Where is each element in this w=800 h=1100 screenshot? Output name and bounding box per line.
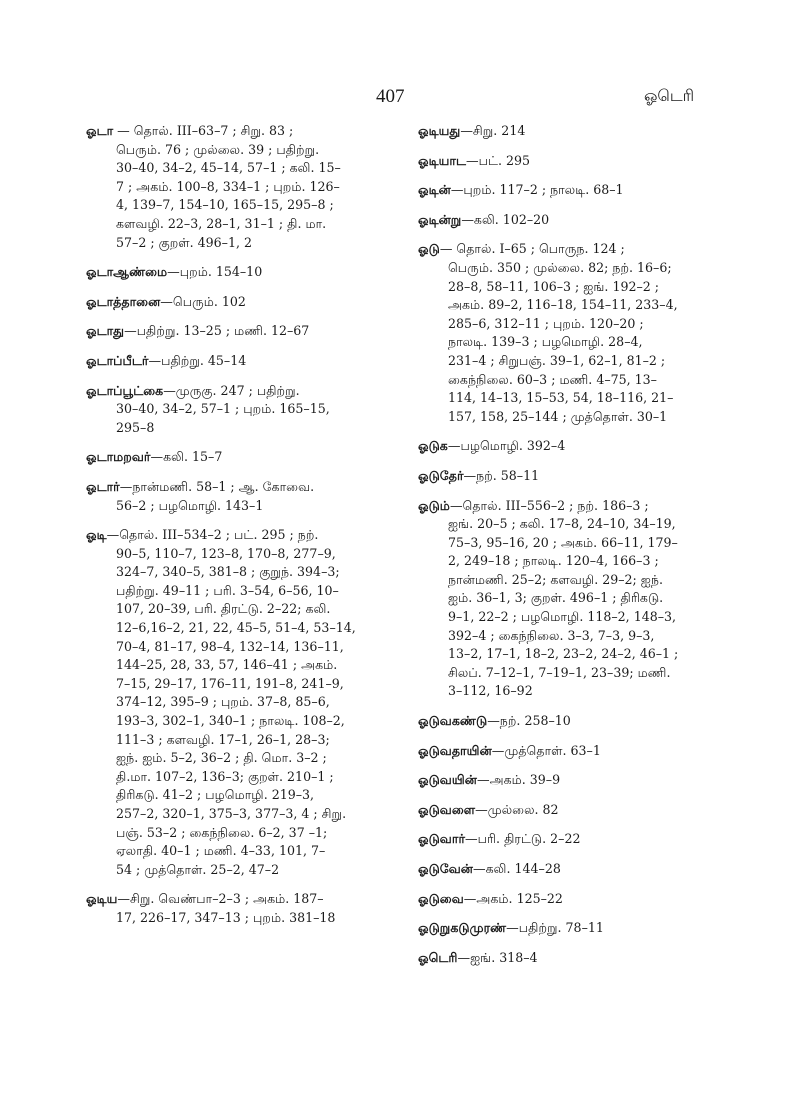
index-entry — [86, 352, 394, 371]
entry-headword: ஓடாஆண்மை — [86, 264, 168, 280]
index-entry — [86, 478, 394, 515]
entry-references: —சிறு. 214 — [460, 123, 526, 138]
index-entry — [418, 919, 714, 938]
entry-references: — தொல். I–65 ; பொருந. 124 ; பெரும். 350 ; முல்லை. 82; நற். 16–6; 28–8, 58–11, 106–3 ; ஐங். 192–2 ; அகம். 89–2, 116–18, 154–11, 233–4, 285–6, 312–11 ; புறம். 120–20 ; நாலடி. 139–3 ; பழமொழி. 28–4, 231–4 ; சிறுபஞ். 39–1, 62–1, 81–2 ; கைந்நிலை. 60–3 ; மணி. 4–75, 13– 114, 14–13, 15–53, 54, 18–116, 21– 157, 158, 25–144 ; முத்தொள். 30–1 — [439, 241, 678, 424]
index-entry — [86, 322, 394, 341]
entry-references: —பதிற்று. 13–25 ; மணி. 12–67 — [124, 323, 310, 339]
entry-references: —பெரும். 102 — [160, 293, 246, 309]
index-entry — [418, 497, 714, 702]
entry-headword: ஓடாப்பீடர் — [86, 352, 149, 368]
entry-headword: ஓடுவதாயின் — [418, 742, 492, 758]
index-entry — [418, 712, 714, 731]
entry-headword: ஓடி — [86, 527, 107, 543]
entry-references: — தொல். III–63–7 ; சிறு. 83 ; பெரும். 76 ; முல்லை. 39 ; பதிற்று. 30–40, 34–2, 45–14, 57–1 ; கலி. 15– 7 ; அகம். 100–8, 334–1 ; புறம். 126– 4, 139–7, 154–10, 165–15, 295–8 ; களவழி. 22–3, 28–1, 31–1 ; தி. மா. 57–2 ; குறள். 496–1, 2 — [116, 123, 341, 250]
entry-references: —பதிற்று. 45–14 — [148, 352, 247, 368]
entry-headword: ஓடின்று — [418, 211, 462, 227]
index-entry — [86, 263, 394, 282]
index-entry — [418, 181, 714, 200]
entry-headword: ஓடுதேர் — [418, 467, 464, 483]
entry-headword: ஓடாது — [86, 323, 125, 339]
entry-references: —சிறு. வெண்பா–2–3 ; அகம். 187– 17, 226–17, 347–13 ; புறம். 381–18 — [116, 891, 336, 925]
index-entry — [418, 890, 714, 909]
page-number: 407 — [376, 86, 405, 107]
entry-references: —பழமொழி. 392–4 — [447, 438, 566, 454]
index-entry — [418, 211, 714, 230]
entry-headword: ஓடுவளை — [418, 801, 476, 817]
entry-references: —அகம். 39–9 — [477, 772, 561, 788]
entry-references: —தொல். III–534–2 ; பட். 295 ; நற். 90–5, 110–7, 123–8, 170–8, 277–9, 324–7, 340–5, 381–8 ; குறுந். 394–3; பதிற்று. 49–11 ; பரி. 3–54, 6–56, 10– 107, 20–39, பரி. திரட்டு. 2–22; கலி. 12–6,16–2, 21, 22, 45–5, 51–4, 53–14, 70–4, 81–17, 98–4, 132–14, 136–11, 144–25, 28, 33, 57, 146–41 ; அகம். 7–15, 29–17, 176–11, 191–8, 241–9, 374–12, 395–9 ; புறம். 37–8, 85–6, 193–3, 302–1, 340–1 ; நாலடி. 108–2, 111–3 ; களவழி. 17–1, 26–1, 28–3; ஐந். ஐம். 5–2, 36–2 ; தி. மொ. 3–2 ; தி.மா. 107–2, 136–3; குறள். 210–1 ; திரிகடு. 41–2 ; பழமொழி. 219–3, 257–2, 320–1, 375–3, 377–3, 4 ; சிறு. பஞ். 53–2 ; கைந்நிலை. 6–2, 37 –1; ஏலாதி. 40–1 ; மணி. 4–33, 101, 7– 54 ; முத்தொள். 25–2, 47–2 — [106, 527, 356, 877]
index-entry — [418, 801, 714, 820]
entry-headword: ஓடுவேன் — [418, 861, 474, 876]
index-entry — [418, 122, 714, 141]
left-column — [86, 122, 394, 939]
entry-references: —ஐங். 318–4 — [457, 949, 538, 965]
entry-headword: ஓடாப்பூட்கை — [86, 382, 164, 398]
entry-references: —புறம். 154–10 — [167, 264, 263, 280]
entry-references: —நான்மணி. 58–1 ; ஆ. கோவை. 56–2 ; பழமொழி. 143–1 — [116, 478, 315, 513]
entry-headword: ஓடிய — [86, 891, 118, 907]
entry-headword: ஓடாத்தானை — [86, 293, 161, 309]
entry-references: —கலி. 15–7 — [150, 449, 223, 465]
index-entry — [418, 771, 714, 790]
entry-headword: ஓடெரி — [418, 949, 458, 965]
index-entry — [418, 437, 714, 456]
entry-headword: ஓடியது — [418, 123, 461, 138]
index-entry — [86, 890, 394, 927]
entry-references: —பட். 295 — [466, 152, 531, 168]
entry-references: —கலி. 144–28 — [473, 861, 561, 876]
running-head: ஓடெரி — [644, 86, 695, 105]
right-column — [418, 122, 714, 978]
entry-references: —புறம். 117–2 ; நாலடி. 68–1 — [450, 182, 624, 198]
entry-references: —கலி. 102–20 — [461, 211, 550, 227]
index-entry — [86, 448, 394, 467]
entry-references: —முத்தொள். 63–1 — [491, 742, 601, 758]
index-entry — [418, 240, 714, 426]
entry-headword: ஓடின் — [418, 182, 451, 198]
entry-references: —முல்லை. 82 — [475, 801, 559, 817]
entry-headword: ஓடு — [418, 241, 440, 257]
index-entry — [86, 122, 394, 252]
entry-references: —முருகு. 247 ; பதிற்று. 30–40, 34–2, 57–1 ; புறம். 165–15, 295–8 — [116, 382, 330, 435]
entry-references: —தொல். III–556–2 ; நற். 186–3 ; ஐங். 20–5 ; கலி. 17–8, 24–10, 34–19, 75–3, 95–16, 20 ; அகம். 66–11, 179– 2, 249–18 ; நாலடி. 120–4, 166–3 ; நான்மணி. 25–2; களவழி. 29–2; ஐந். ஐம். 36–1, 3; குறள். 496–1 ; திரிகடு. 9–1, 22–2 ; பழமொழி. 118–2, 148–3, 392–4 ; கைந்நிலை. 3–3, 7–3, 9–3, 13–2, 17–1, 18–2, 23–2, 24–2, 46–1 ; சிலப். 7–12–1, 7–19–1, 23–39; மணி. 3–112, 16–92 — [448, 497, 679, 699]
entry-headword: ஓடுக — [418, 438, 448, 454]
index-entry — [418, 949, 714, 968]
index-entry — [86, 293, 394, 312]
index-entry — [418, 152, 714, 171]
index-entry — [418, 742, 714, 761]
entry-headword: ஓடா — [86, 123, 114, 138]
entry-headword: ஓடும் — [418, 497, 450, 513]
index-entry — [418, 860, 714, 879]
entry-references: —நற். 58–11 — [463, 467, 540, 483]
entry-headword: ஓடுவை — [418, 890, 464, 906]
entry-headword: ஓடுவயின் — [418, 772, 477, 788]
index-entry — [418, 467, 714, 486]
entry-headword: ஓடியாட — [418, 152, 466, 168]
entry-references: —அகம். 125–22 — [463, 890, 563, 906]
index-entry — [86, 526, 394, 879]
entry-headword: ஓடுறுகடுமுரண் — [418, 920, 507, 936]
entry-headword: ஓடாமறவர் — [86, 449, 151, 465]
entry-headword: ஓடார் — [86, 478, 120, 494]
entry-headword: ஓடுவகண்டு — [418, 713, 488, 729]
index-entry — [86, 382, 394, 438]
entry-headword: ஓடுவார் — [418, 831, 466, 847]
index-entry — [418, 830, 714, 849]
entry-references: —பரி. திரட்டு. 2–22 — [465, 831, 581, 847]
entry-references: —நற். 258–10 — [487, 713, 571, 729]
entry-references: —பதிற்று. 78–11 — [506, 920, 604, 936]
